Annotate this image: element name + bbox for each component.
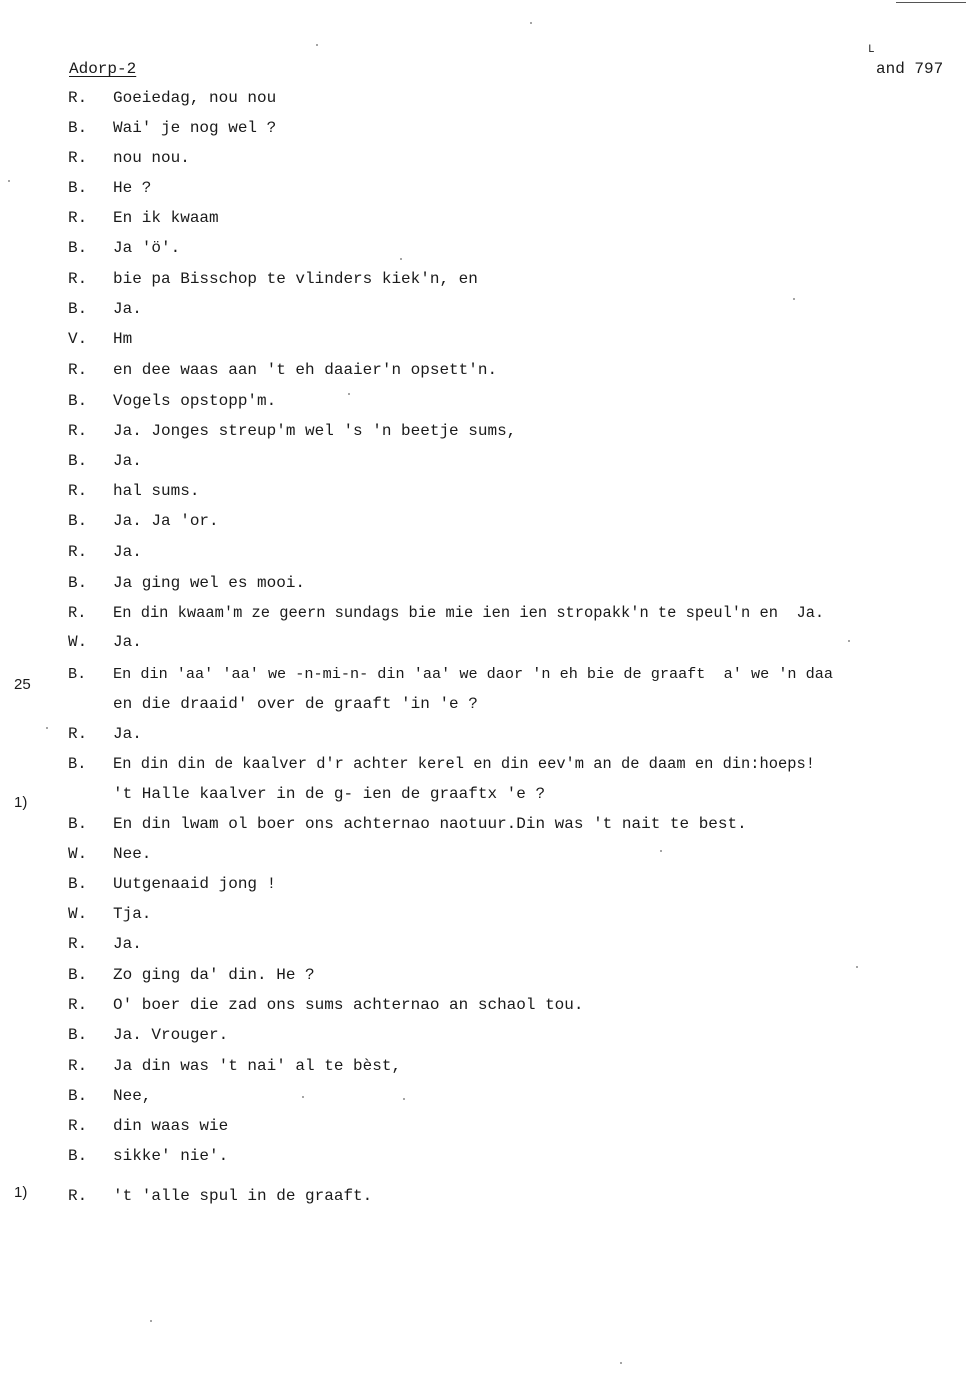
margin-note-line-number: 25 [14,676,31,693]
scan-speck [46,727,48,729]
utterance: Tja. [113,905,152,923]
speaker: W. [68,633,88,651]
utterance: Ja. [113,452,142,470]
utterance: En din din de kaalver d'r achter kerel en din eev'm an de daam en din:hoeps! [113,755,815,773]
utterance: Ja din was 't nai' al te bèst, [113,1057,402,1075]
speaker: B. [68,300,88,318]
utterance: Hm [113,330,133,348]
speaker: R. [68,1187,88,1205]
scan-speck [316,44,318,46]
line-27 [68,933,142,955]
speaker: W. [68,845,88,863]
line-14 [68,480,199,502]
margin-note-footnote: 1) [14,794,28,811]
line-31 [68,1055,401,1077]
speaker: R. [68,1117,88,1135]
utterance: Vogels opstopp'm. [113,392,277,410]
utterance: Ja ging wel es mooi. [113,574,306,592]
line-28 [68,964,315,986]
scan-speck [302,1096,304,1098]
utterance: Zo ging da' din. He ? [113,966,315,984]
speaker: R. [68,996,88,1014]
line-23 [68,813,747,835]
speaker: R. [68,482,88,500]
line-1 [68,87,276,109]
utterance: Ja. [113,300,142,318]
line-9 [68,328,132,350]
scan-speck [620,1362,622,1364]
scan-speck [793,298,795,300]
scan-speck [8,180,10,182]
utterance: Ja. [113,725,142,743]
speaker: B. [68,574,88,592]
speaker: R. [68,270,88,288]
line-35 [68,1185,372,1207]
line-22-continued: 't Halle kaalver in de g- ien de graaftx 'e ? [113,785,546,803]
utterance: En din 'aa' 'aa' we -n-mi-n- din 'aa' we daor 'n eh bie de graaft a' we 'n daa [113,665,834,683]
speaker: R. [68,422,88,440]
speaker: B. [68,755,87,773]
utterance: En din kwaam'm ze geern sundags bie mie ien ien stropakk'n te speul'n en Ja. [113,604,825,622]
utterance: 't 'alle spul in de graaft. [113,1187,373,1205]
line-17 [68,572,305,594]
speaker: B. [68,179,88,197]
speaker: R. [68,935,88,953]
line-30 [68,1024,228,1046]
line-10 [68,359,497,381]
line-18 [68,602,824,624]
utterance: Ja. Jonges streup'm wel 's 'n beetje sums, [113,422,517,440]
utterance: Ja. [113,935,142,953]
utterance: O' boer die zad ons sums achternao an schaol tou. [113,996,584,1014]
utterance: Nee. [113,845,152,863]
utterance: en dee waas aan 't eh daaier'n opsett'n. [113,361,498,379]
line-24 [68,843,151,865]
document-title: Adorp-2 [69,60,137,78]
reference-mark: L [868,44,875,56]
line-20 [68,663,833,685]
speaker: R. [68,209,88,227]
utterance: Ja. [113,543,142,561]
utterance: bie pa Bisschop te vlinders kiek'n, en [113,270,478,288]
line-20-continued: en die draaid' over de graaft 'in 'e ? [113,695,478,713]
utterance: En din lwam ol boer ons achternao naotuur.Din was 't nait te best. [113,815,747,833]
utterance: He ? [113,179,152,197]
speaker: W. [68,905,88,923]
line-29 [68,994,583,1016]
scan-speck [348,393,350,395]
speaker: R. [68,361,88,379]
line-7 [68,268,478,290]
scan-speck [403,1098,405,1100]
utterance: Ja. Ja 'or. [113,512,219,530]
scan-speck [848,640,850,642]
top-rule [896,2,966,3]
line-33 [68,1115,228,1137]
scan-speck [150,1320,152,1322]
speaker: B. [68,1026,88,1044]
line-26 [68,903,151,925]
speaker: B. [68,119,88,137]
line-32 [68,1085,151,1107]
line-2 [68,117,276,139]
speaker: B. [68,452,88,470]
speaker: B. [68,665,87,683]
utterance: Wai' je nog wel ? [113,119,277,137]
speaker: R. [68,543,88,561]
document-reference: and 797 [876,60,944,78]
speaker: B. [68,392,88,410]
line-22 [68,753,815,775]
utterance: sikke' nie'. [113,1147,229,1165]
speaker: B. [68,875,88,893]
line-3 [68,147,190,169]
utterance: Uutgenaaid jong ! [113,875,277,893]
line-19 [68,631,142,653]
line-11 [68,390,276,412]
line-15 [68,510,219,532]
utterance: Ja. Vrouger. [113,1026,229,1044]
speaker: B. [68,966,88,984]
utterance: Ja. [113,633,142,651]
speaker: B. [68,512,88,530]
margin-note-footnote: 1) [14,1184,28,1201]
scan-speck [530,22,532,24]
speaker: R. [68,604,87,622]
line-6 [68,237,180,259]
speaker: B. [68,1087,88,1105]
line-13 [68,450,142,472]
utterance: din waas wie [113,1117,229,1135]
utterance: Ja 'ö'. [113,239,181,257]
line-12 [68,420,516,442]
speaker: R. [68,149,88,167]
speaker: V. [68,330,88,348]
speaker: R. [68,89,88,107]
scan-speck [400,258,402,260]
scan-speck [856,966,858,968]
speaker: B. [68,239,88,257]
line-25 [68,873,276,895]
speaker: B. [68,815,88,833]
line-5 [68,207,219,229]
line-34 [68,1145,228,1167]
line-8 [68,298,142,320]
utterance: Goeiedag, nou nou [113,89,277,107]
speaker: R. [68,1057,88,1075]
line-21 [68,723,142,745]
line-16 [68,541,142,563]
utterance: nou nou. [113,149,190,167]
utterance: En ik kwaam [113,209,219,227]
scan-speck [660,850,662,852]
utterance: hal sums. [113,482,200,500]
line-4 [68,177,151,199]
speaker: R. [68,725,88,743]
speaker: B. [68,1147,88,1165]
utterance: Nee, [113,1087,152,1105]
